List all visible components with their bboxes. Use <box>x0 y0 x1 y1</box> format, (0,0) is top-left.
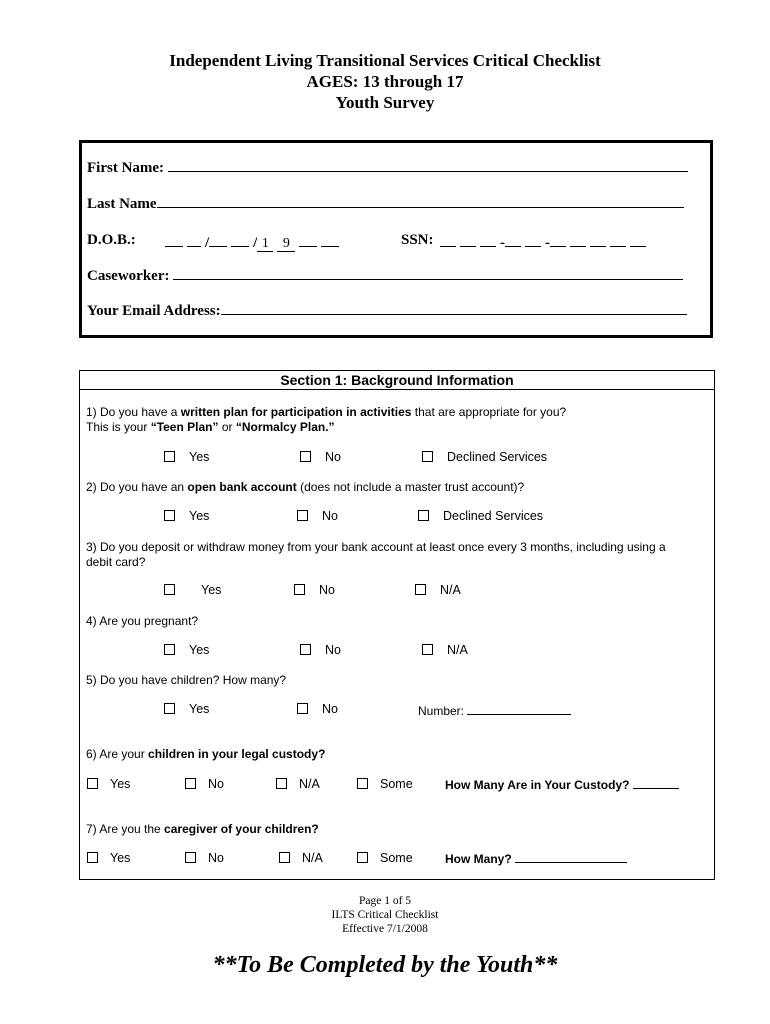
dob-digit: 1 <box>257 237 273 252</box>
q7-yes-option[interactable]: Yes <box>87 850 130 866</box>
q2-no-option[interactable]: No <box>297 508 338 524</box>
ssn-separator: - <box>545 235 550 251</box>
email-row <box>87 303 687 320</box>
checkbox[interactable] <box>415 584 426 595</box>
ssn-label: SSN: <box>401 232 434 248</box>
page-number: Page 1 of 5 <box>358 895 412 907</box>
caseworker-row <box>87 268 683 285</box>
q4-yes-option[interactable]: Yes <box>164 642 209 658</box>
q7-count <box>445 850 627 867</box>
q4-na-option[interactable]: N/A <box>422 642 468 658</box>
q6-na-option[interactable]: N/A <box>276 776 320 792</box>
q6-yes-option[interactable]: Yes <box>87 776 130 792</box>
q3-no-option[interactable]: No <box>294 582 335 598</box>
dob-ssn-row <box>87 232 136 249</box>
question-3-line2: debit card? <box>86 555 146 569</box>
checkbox[interactable] <box>164 451 175 462</box>
question-1-line2: This is your “Teen Plan” or “Normalcy Plan.” <box>86 420 335 434</box>
q1-declined-option[interactable]: Declined Services <box>422 449 547 465</box>
checkbox[interactable] <box>276 778 287 789</box>
question-5: 5) Do you have children? How many? <box>86 673 287 687</box>
checkbox[interactable] <box>357 778 368 789</box>
question-7: 7) Are you the caregiver of your children? <box>86 822 319 836</box>
q4-no-option[interactable]: No <box>300 642 341 658</box>
q5-number <box>418 702 571 719</box>
first-name-row <box>87 160 688 177</box>
checkbox[interactable] <box>164 584 175 595</box>
checkbox[interactable] <box>300 451 311 462</box>
dob-label: D.O.B.: <box>87 232 136 248</box>
number-field[interactable] <box>467 702 571 715</box>
q7-na-option[interactable]: N/A <box>279 850 323 866</box>
caregiver-count-field[interactable] <box>515 850 627 863</box>
q2-yes-option[interactable]: Yes <box>164 508 209 524</box>
checkbox[interactable] <box>164 644 175 655</box>
checkbox[interactable] <box>422 451 433 462</box>
checkbox[interactable] <box>422 644 433 655</box>
email-field[interactable] <box>221 314 687 315</box>
custody-count-label: How Many Are in Your Custody? <box>445 778 630 792</box>
q1-no-option[interactable]: No <box>300 449 341 465</box>
q5-no-option[interactable]: No <box>297 701 338 717</box>
dob-field[interactable] <box>165 232 343 252</box>
form-title: Independent Living Transitional Services Critical Checklist <box>169 51 601 70</box>
checkbox[interactable] <box>357 852 368 863</box>
checkbox[interactable] <box>294 584 305 595</box>
ssn-separator: - <box>500 235 505 251</box>
email-label: Your Email Address: <box>87 303 221 319</box>
checkbox[interactable] <box>87 852 98 863</box>
last-name-row <box>87 196 684 213</box>
q6-custody-count <box>445 776 679 793</box>
q7-some-option[interactable]: Some <box>357 850 413 866</box>
ssn-field[interactable] <box>440 232 650 252</box>
caseworker-field[interactable] <box>173 279 683 280</box>
age-range: AGES: 13 through 17 <box>306 72 464 91</box>
checkbox[interactable] <box>185 852 196 863</box>
checkbox[interactable] <box>164 703 175 714</box>
checkbox[interactable] <box>418 510 429 521</box>
question-6: 6) Are your children in your legal custody? <box>86 747 326 761</box>
q6-no-option[interactable]: No <box>185 776 224 792</box>
checkbox[interactable] <box>297 703 308 714</box>
last-name-field[interactable] <box>157 207 684 208</box>
first-name-field[interactable] <box>168 171 688 172</box>
document-name: ILTS Critical Checklist <box>331 909 439 921</box>
caseworker-label: Caseworker: <box>87 268 170 284</box>
q6-some-option[interactable]: Some <box>357 776 413 792</box>
completion-note: **To Be Completed by the Youth** <box>212 952 558 978</box>
q7-no-option[interactable]: No <box>185 850 224 866</box>
caregiver-count-label: How Many? <box>445 852 512 866</box>
q5-yes-option[interactable]: Yes <box>164 701 209 717</box>
checkbox[interactable] <box>164 510 175 521</box>
q3-yes-option[interactable]: Yes <box>164 582 221 598</box>
checkbox[interactable] <box>297 510 308 521</box>
question-2: 2) Do you have an open bank account (does not include a master trust account)? <box>86 480 525 494</box>
q1-yes-option[interactable]: Yes <box>164 449 209 465</box>
checkbox[interactable] <box>300 644 311 655</box>
number-label: Number: <box>418 704 465 718</box>
question-3: 3) Do you deposit or withdraw money from your bank account at least once every 3 months, including using a <box>86 540 666 554</box>
first-name-label: First Name: <box>87 160 165 176</box>
effective-date: Effective 7/1/2008 <box>342 923 428 935</box>
checkbox[interactable] <box>279 852 290 863</box>
checkbox[interactable] <box>185 778 196 789</box>
dob-digit: 9 <box>277 237 295 252</box>
section1-title: Section 1: Background Information <box>79 370 715 390</box>
dob-separator: / <box>253 235 258 251</box>
survey-title: Youth Survey <box>335 93 435 112</box>
q2-declined-option[interactable]: Declined Services <box>418 508 543 524</box>
last-name-label: Last Name <box>87 196 157 212</box>
q3-na-option[interactable]: N/A <box>415 582 461 598</box>
question-1: 1) Do you have a written plan for participation in activities that are appropriate for you? <box>86 405 567 419</box>
dob-separator: / <box>205 235 210 251</box>
question-4: 4) Are you pregnant? <box>86 614 199 628</box>
checkbox[interactable] <box>87 778 98 789</box>
custody-count-field[interactable] <box>633 776 679 789</box>
ssn-row <box>401 232 434 249</box>
